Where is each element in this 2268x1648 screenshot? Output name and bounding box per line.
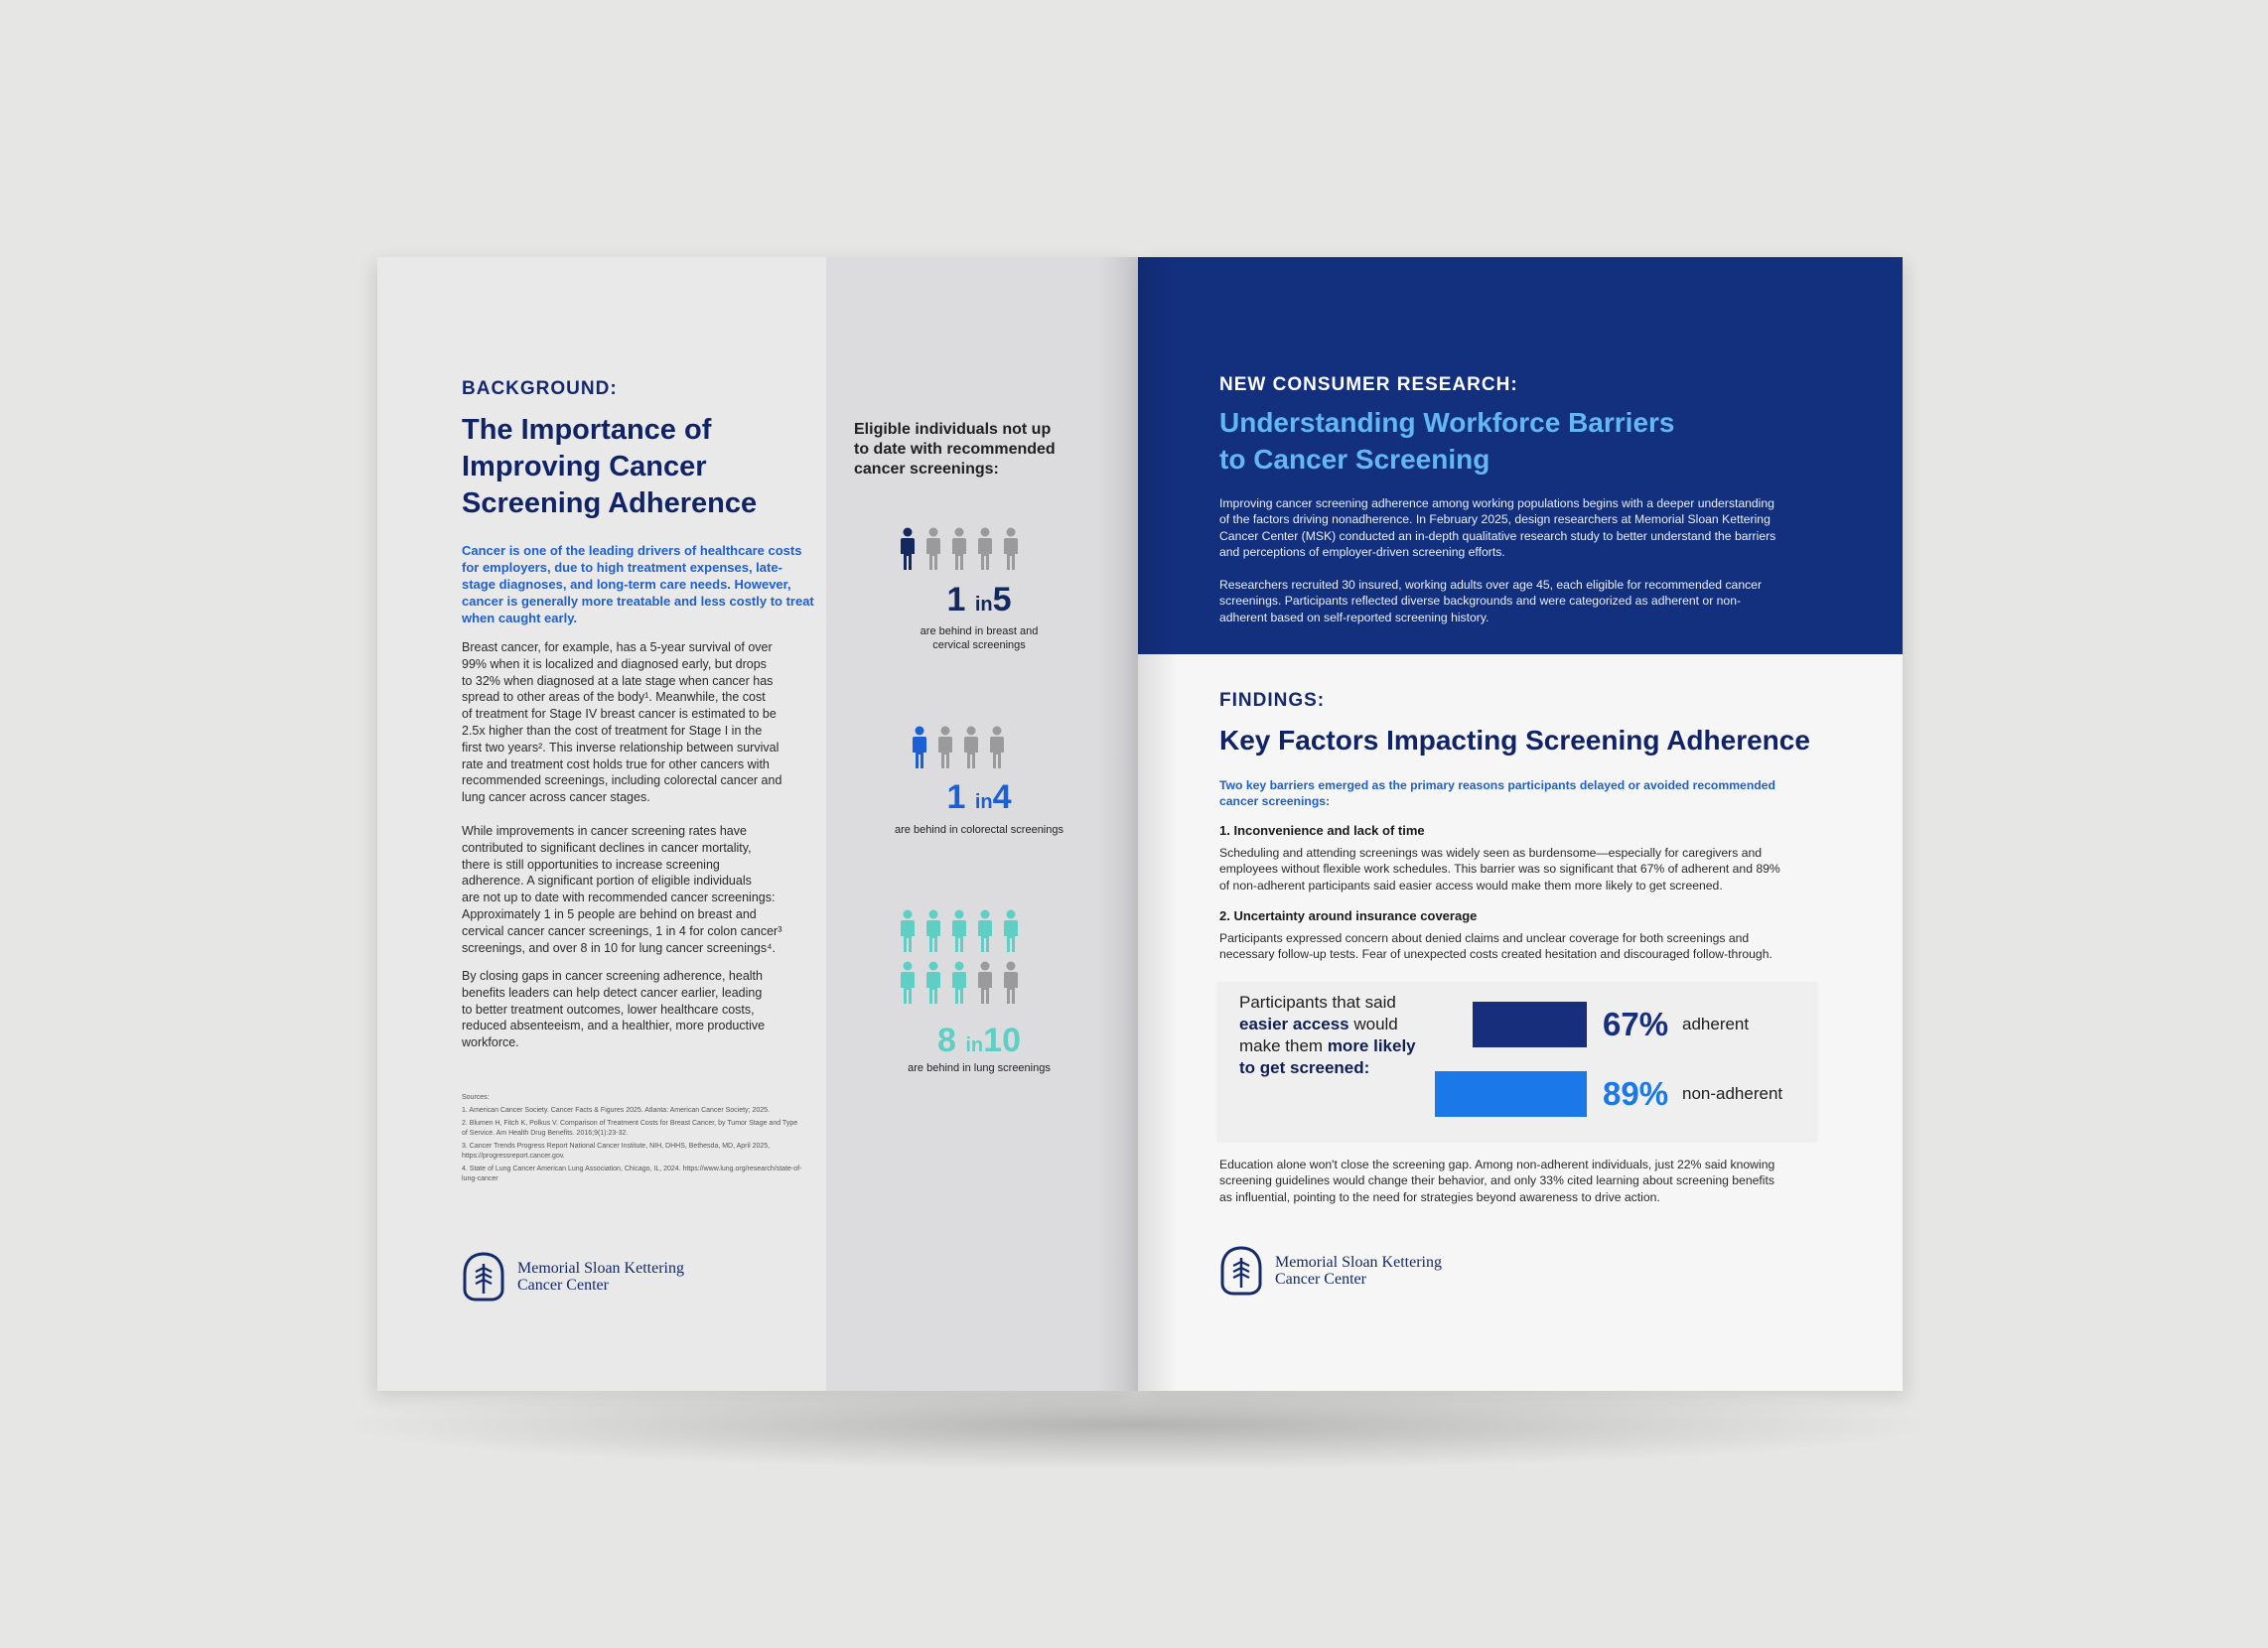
person-icon <box>976 909 994 953</box>
person-icon <box>950 909 968 953</box>
people-icons-8-in-10 <box>899 909 1028 1013</box>
person-icon <box>1002 909 1020 953</box>
bar-adherent <box>1473 1002 1587 1047</box>
factor-1-text: Scheduling and attending screenings was widely seen as burdensome—especially for caregivers and employees without flexible work schedules. This barrier was so significant that 67% of adherent and 89% of non-adherent participants said easier access would make them more likely to get screened. <box>1219 846 1780 893</box>
person-icon <box>988 726 1006 769</box>
stat-1-in-4: 1 in4 <box>946 778 1012 816</box>
bar-adherent-value: 67% <box>1603 1006 1669 1042</box>
people-icons-1-in-4 <box>911 726 1014 777</box>
person-icon <box>899 527 917 571</box>
research-intro-1: Improving cancer screening adherence among working populations begins with a deeper understanding of the factors driving nonadherence. In February 2025, design researchers at Memorial Sloan Kettering Cancer Center (MSK) conducted an in-depth qualitative research study to better understand the barriers and perceptions of employer-driven screening efforts. <box>1219 496 1776 560</box>
msk-logo-icon <box>1219 1246 1263 1296</box>
msk-logo-left <box>462 1252 684 1302</box>
research-title: Understanding Workforce Barriers to Cancer Screening <box>1219 407 1675 475</box>
stat-1-in-4-caption: are behind in colorectal screenings <box>895 824 1063 836</box>
factor-2-text: Participants expressed concern about denied claims and unclear coverage for both screenings and necessary follow-up tests. Fear of unexpected costs created hesitation and discouraged follow-through. <box>1219 931 1772 962</box>
person-icon <box>899 961 917 1005</box>
msk-logo-text: Memorial Sloan Kettering Cancer Center <box>517 1260 684 1294</box>
person-icon <box>936 726 954 769</box>
left-page-title: The Importance of Improving Cancer Screening Adherence <box>462 414 758 519</box>
factor-1-title: 1. Inconvenience and lack of time <box>1219 823 1425 838</box>
bar-adherent-label: adherent <box>1682 1015 1750 1033</box>
person-icon <box>950 527 968 571</box>
people-icons-1-in-5 <box>899 527 1028 579</box>
person-icon <box>962 726 980 769</box>
booklet-shadow <box>353 1380 1921 1469</box>
left-lead-paragraph: Cancer is one of the leading drivers of healthcare costs for employers, due to high treatment expenses, late- stage diagnoses, and long-term care needs. However, cancer is generally more treatable and less costly to treat when caught early. <box>462 543 814 625</box>
left-paragraph-1: Breast cancer, for example, has a 5-year survival of over 99% when it is localized and diagnosed early, but drops to 32% when diagnosed at a late stage when cancer has spread to other areas of the body¹. Meanwhile, the cost of treatment for Stage IV breast cancer is estimated to be 2.5x higher than the cost of treatment for Stage I in the first two years². This inverse relationship between survival rate and treatment cost holds true for other cancers with recommended screenings, including colorectal cancer and lung cancer across cancer stages. <box>462 640 782 805</box>
chart-label: Participants that said easier access would make them more likely to get screened: <box>1239 993 1416 1077</box>
background-kicker: BACKGROUND: <box>462 378 618 399</box>
stats-heading: Eligible individuals not up to date with recommended cancer screenings: <box>854 421 1056 478</box>
person-icon <box>924 909 942 953</box>
person-icon <box>1002 527 1020 571</box>
msk-logo-text: Memorial Sloan Kettering Cancer Center <box>1275 1254 1442 1288</box>
sources-list: Sources: 1. American Cancer Society. Cancer Facts & Figures 2025. Atlanta: American Cancer Society; 2025. 2. Blumen H, Fitch K, Polkus V. Comparison of Treatment Costs for Breast Cancer, by Tumor Stage and Type of Service. Am Health Drug Benefits. 2016;9(1):23-32. 3. Cancer Trends Progress Report National Cancer Institute, NIH, DHHS, Bethesda, MD, April 2025, https://progressreport.cancer.gov. 4. State of Lung Cancer American Lung Association, Chicago, IL, 2024. https://www.lung.org/research/state-of-lung-cancer <box>462 1094 802 1182</box>
stat-8-in-10: 8 in10 <box>937 1022 1021 1059</box>
stat-1-in-5-caption: are behind in breast and cervical screenings <box>920 625 1039 651</box>
easier-access-chart <box>1217 982 1817 1141</box>
left-paragraph-3: By closing gaps in cancer screening adherence, health benefits leaders can help detect cancer earlier, leading to better treatment outcomes, lower healthcare costs, reduced absenteeism, and a healthier, more productive workforce. <box>462 969 766 1050</box>
person-icon <box>950 961 968 1005</box>
bar-non-adherent-label: non-adherent <box>1682 1084 1783 1103</box>
closing-paragraph: Education alone won't close the screening gap. Among non-adherent individuals, just 22% said knowing screening guidelines would change their behavior, and only 33% cited learning about screening benefits as influential, pointing to the need for strategies beyond awareness to drive action. <box>1219 1158 1775 1204</box>
research-kicker: NEW CONSUMER RESEARCH: <box>1219 374 1518 395</box>
msk-logo-icon <box>462 1252 505 1302</box>
person-icon <box>976 961 994 1005</box>
right-page <box>1138 257 1903 1391</box>
person-icon <box>924 527 942 571</box>
person-icon <box>924 961 942 1005</box>
left-paragraph-2: While improvements in cancer screening rates have contributed to significant declines in cancer mortality, there is still opportunities to increase screening adherence. A significant portion of eligible individuals are not up to date with recommended cancer screenings: Approximately 1 in 5 people are behind on breast and cervical cancer cancer screenings, 1 in 4 for colon cancer³ screenings, and over 8 in 10 for lung cancer screenings⁴. <box>462 824 782 955</box>
stat-8-in-10-caption: are behind in lung screenings <box>908 1062 1051 1074</box>
factor-2-title: 2. Uncertainty around insurance coverage <box>1219 908 1478 923</box>
research-intro-2: Researchers recruited 30 insured, working adults over age 45, each eligible for recommended cancer screenings. Participants reflected diverse backgrounds and were categorized as adherent or non- adherent based on self-reported screening history. <box>1219 578 1763 624</box>
left-page <box>377 257 1138 1391</box>
person-icon <box>899 909 917 953</box>
findings-lead: Two key barriers emerged as the primary reasons participants delayed or avoided recommended cancer screenings: <box>1219 778 1775 809</box>
person-icon <box>976 527 994 571</box>
person-icon <box>911 726 928 769</box>
person-icon <box>1002 961 1020 1005</box>
msk-logo-right <box>1219 1246 1442 1296</box>
bar-non-adherent <box>1435 1071 1587 1117</box>
stat-1-in-5: 1 in5 <box>946 581 1012 618</box>
findings-title: Key Factors Impacting Screening Adherence <box>1219 725 1810 755</box>
bar-non-adherent-value: 89% <box>1603 1075 1669 1112</box>
findings-kicker: FINDINGS: <box>1219 690 1326 711</box>
